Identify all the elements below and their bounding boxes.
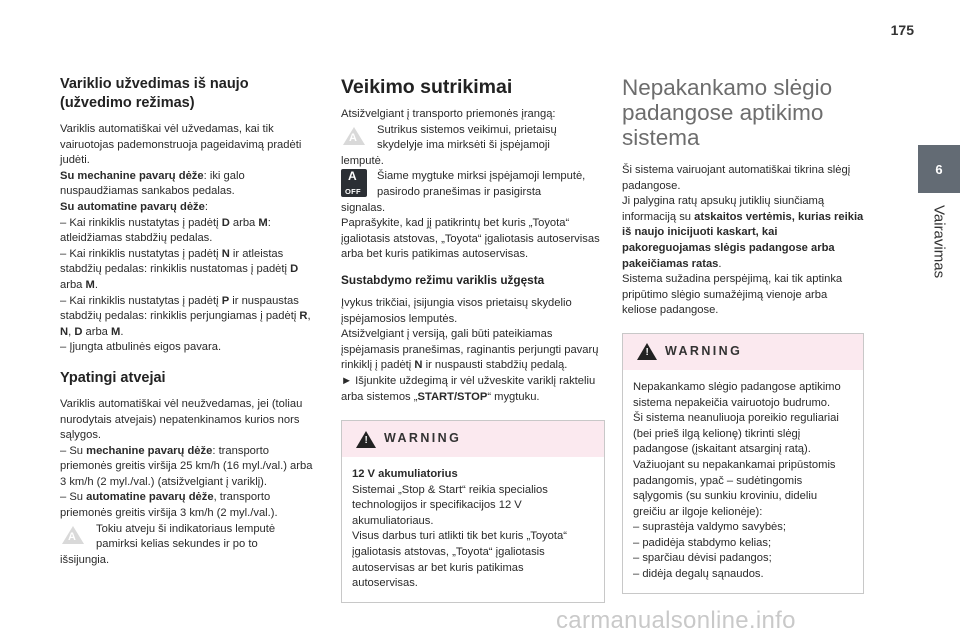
page-number: 175 xyxy=(890,22,914,38)
faults-check-text: Paprašykite, kad jį patikrintų bet kuris „Toyota“ įgaliotasis atstovas, „Toyota“ įgaliotasis autoservisas arba bet kuris patikimas autoservisas. xyxy=(341,217,600,261)
warning-triangle-icon: ! xyxy=(356,431,376,448)
chapter-label-text: Vairavimas xyxy=(930,205,948,279)
warning-header xyxy=(623,334,863,370)
fault-indicator-text: Sutrikus sistemos veikimui, prietaisų skydelyje ima mirksėti ši įspėjamoji xyxy=(377,123,557,152)
warning-text-1: Sistemai „Stop & Start“ reikia specialios technologijos ir specifikacijos 12 V akumuliatoriaus. xyxy=(352,483,548,527)
warning-text-2: Visus darbus turi atlikti tik bet kuris „Toyota“ įgaliotasis atstovas, „Toyota“ įgaliotasis autoservisas ar bet kuris patikimas autoservisas. xyxy=(352,530,567,590)
manual-label: Su mechanine pavarų dėže xyxy=(60,169,204,182)
tpms-warning-2: Ši sistema neanuliuoja poreikio reguliariai (bei prieš ilgą kelionę) tikrinti slėgį padangose (įskaitant atsarginį ratą). xyxy=(633,412,839,456)
indicator-text: Tokiu atveju ši indikatoriaus lemputė pamirksi kelias sekundes ir po to xyxy=(96,522,276,551)
section-title-restart: Variklio užvedimas iš naujo (užvedimo režimas) xyxy=(60,76,249,111)
auto-item-3: – Kai rinkiklis nustatytas į padėtį P ir nuspaustas stabdžių pedalas: rinkiklis perjungiamas į padėtį R, N, D arba M. xyxy=(60,294,311,338)
tpms-warning-item-4: – didėja degalų sąnaudos. xyxy=(633,568,764,581)
warning-label: WARNING xyxy=(384,431,462,446)
chapter-tab: 6 xyxy=(918,145,960,193)
auto-item-2: – Kai rinkiklis nustatytas į padėtį N ir atleistas stabdžių pedalas: rinkiklis nustatomas į padėtį D arba M. xyxy=(60,247,299,291)
indicator-row xyxy=(60,522,315,553)
tpms-warning-item-3: – sparčiau dėvisi padangos; xyxy=(633,552,772,565)
section-title-tpms: Nepakankamo slėgio padangose aptikimo sistema xyxy=(622,75,833,150)
auto-gearbox-line xyxy=(60,200,315,216)
warning-triangle-icon: ! xyxy=(637,343,657,360)
warning-box-battery xyxy=(341,420,605,603)
chapter-label xyxy=(929,205,949,335)
restart-intro: Variklis automatiškai vėl užvedamas, kai tik vairuotojas pademonstruoja pageidavimą pradėti judėti. xyxy=(60,123,302,167)
manual-text: : iki galo nuspaudžiamas sankabos pedalas. xyxy=(60,169,245,198)
watermark: carmanualsonline.info xyxy=(556,607,796,634)
auto-item-1: – Kai rinkiklis nustatytas į padėtį D arba M: atleidžiamas stabdžių pedalas. xyxy=(60,216,271,245)
warning-box-tpms xyxy=(622,333,864,594)
auto-label: Su automatine pavarų dėže xyxy=(60,200,205,213)
manual-gearbox-line xyxy=(60,169,315,200)
warning-header xyxy=(342,421,604,457)
section-title-special: Ypatingi atvejai xyxy=(60,369,166,386)
special-item-1: – Su mechanine pavarų dėže: transporto priemonės greitis viršija 25 km/h (16 myl./val.) arba 3 km/h (2 myl./val.) (atsižvelgiant į variklį). xyxy=(60,444,313,488)
tpms-warning-1: Nepakankamo slėgio padangose aptikimo sistema nepakeičia vairuotojo budrumo. xyxy=(633,380,841,409)
auto-stop-start-indicator-icon: A xyxy=(60,524,86,546)
warning-title: 12 V akumuliatorius xyxy=(352,468,458,481)
section-title-faults: Veikimo sutrikimai xyxy=(341,76,513,98)
auto-text: : xyxy=(204,200,208,213)
tpms-warning-item-1: – suprastėja valdymo savybės; xyxy=(633,521,786,534)
auto-stop-start-indicator-icon: A xyxy=(341,125,367,147)
stall-text-1: Įvykus trikčiai, įsijungia visos prietaisų skydelio įspėjamosios lemputės. xyxy=(341,296,572,325)
stall-text-2: Atsižvelgiant į versiją, gali būti pateikiamas įspėjamasis pranešimas, raginantis perjungti pavarų rinkiklį į padėtį N ir nuspausti stabdžių pedalą. xyxy=(341,328,599,372)
stall-text-3: ► Išjunkite uždegimą ir vėl užveskite variklį rakteliu arba sistemos „START/STOP“ mygtuku. xyxy=(341,374,596,403)
middle-column xyxy=(341,75,605,603)
off-button-cont: signalas. xyxy=(341,201,386,214)
auto-item-4: – Įjungta atbulinės eigos pavara. xyxy=(60,341,222,354)
right-column xyxy=(622,75,864,594)
left-column xyxy=(60,75,315,568)
special-item-2: – Su automatine pavarų dėže, transporto priemonės greitis viršija 3 km/h (2 myl./val.). xyxy=(60,491,278,520)
fault-indicator-row xyxy=(341,123,605,154)
faults-intro: Atsižvelgiant į transporto priemonės įrangą: xyxy=(341,108,556,120)
tpms-text-2: Ji palygina ratų apsukų jutiklių siunčiamą informaciją su atskaitos vertėmis, kurias reikia iš naujo inicijuoti kaskart, kai pakoreguojamas slėgis padangose arba pakeičiamas ratas. xyxy=(622,195,864,270)
tpms-warning-item-2: – padidėja stabdymo kelias; xyxy=(633,536,772,549)
off-button-row xyxy=(341,169,605,200)
warning-label: WARNING xyxy=(665,344,743,359)
stop-start-off-button-icon: A OFF xyxy=(341,169,367,197)
off-button-text: Šiame mygtuke mirksi įspėjamoji lemputė, pasirodo pranešimas ir pasigirsta xyxy=(377,170,586,198)
fault-indicator-cont: lemputė. xyxy=(341,154,384,167)
tpms-text-1: Ši sistema vairuojant automatiškai tikrina slėgį padangose. xyxy=(622,164,851,192)
tpms-text-3: Sistema sužadina perspėjimą, kai tik aptinka pripūtimo slėgio sumažėjimą vienoje arba keliose padangose. xyxy=(622,273,843,317)
special-intro: Variklis automatiškai vėl neužvedamas, jei (toliau nurodytais atvejais) nepatenkinamos kurios nors sąlygos. xyxy=(60,397,303,442)
tpms-warning-3: Važiuojant su nepakankamai pripūstomis padangomis, ypač – sudėtingomis sąlygomis (su sunkiu kroviniu, dideliu greičiu ar ilgoje kelionėje): xyxy=(633,458,836,518)
section-title-stall: Sustabdymo režimu variklis užgęsta xyxy=(341,272,545,287)
indicator-text-cont: išsijungia. xyxy=(60,553,110,566)
